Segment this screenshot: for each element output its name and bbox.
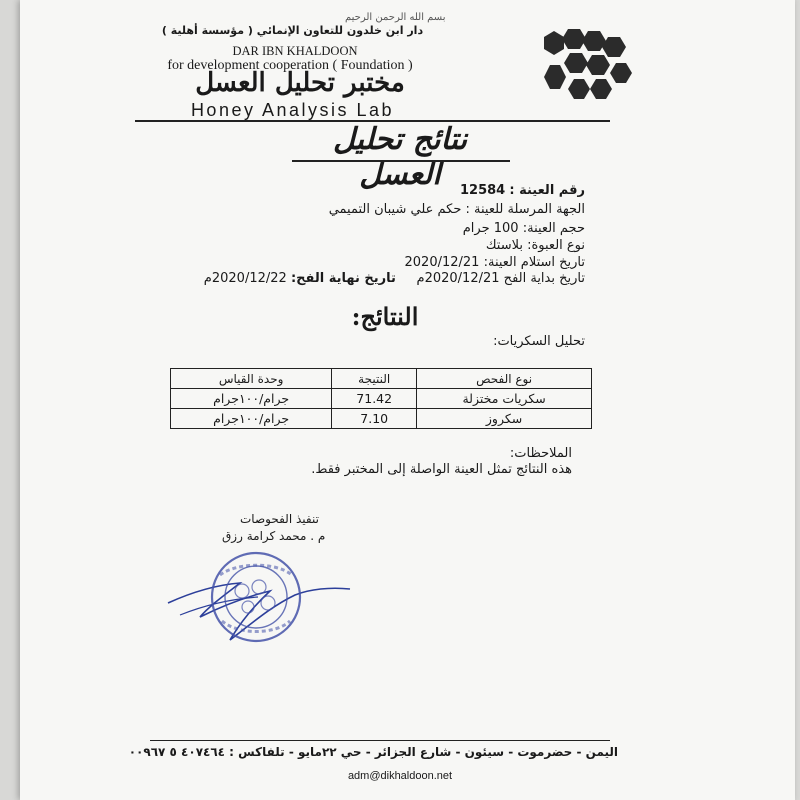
sample-number-row [185, 183, 585, 198]
results-heading: النتائج: [351, 302, 419, 331]
footer-address: اليمن - حضرموت - سيئون - شارع الجزائر - حي ٢٢مايو - تلفاكس : ٤٠٧٤٦٤ ٥ ٠٠٩٦٧ [128, 745, 618, 759]
end-date-value: 2020/12/22م [203, 271, 287, 286]
title-underline [292, 160, 510, 162]
organization-name-arabic: دار ابن خلدون للتعاون الإنمائي ( مؤسسة أهلية ) [161, 24, 424, 37]
test-dates-row [185, 271, 585, 286]
sample-size-label: حجم العينة: [522, 221, 585, 236]
sample-size-value: 100 جرام [462, 221, 519, 236]
results-table [170, 368, 592, 429]
table-cell: 71.42 [332, 389, 417, 409]
column-header: نوع الفحص [417, 369, 592, 389]
sample-number-value: 12584 [460, 183, 506, 198]
sender-row: الجهة المرسلة للعينة : حكم علي شيبان التميمي [328, 202, 585, 217]
column-header: النتيجة [332, 369, 417, 389]
document-title: نتائج تحليل العسل [332, 122, 468, 192]
table-cell: 7.10 [332, 409, 417, 429]
footer-email: adm@dikhaldoon.net [347, 770, 453, 782]
lab-name-arabic: مختبر تحليل العسل [195, 68, 405, 98]
honeycomb-logo-icon [530, 25, 640, 100]
table-cell: سكروز [417, 409, 592, 429]
notes-label: الملاحظات: [509, 446, 572, 461]
sample-number-label: رقم العينة : [509, 183, 585, 198]
table-cell: جرام/١٠٠جرام [171, 409, 332, 429]
footer-divider [150, 740, 610, 741]
notes-text: هذه النتائج تمثل العينة الواصلة إلى المختبر فقط. [311, 462, 572, 477]
table-header-row [171, 369, 592, 389]
organization-name-english: DAR IBN KHALDOON [232, 44, 358, 58]
start-date-label: تاريخ بداية الفح [503, 271, 585, 286]
column-header: وحدة القياس [171, 369, 332, 389]
sample-size-row [185, 221, 585, 236]
received-date-row [185, 255, 585, 270]
table-cell: جرام/١٠٠جرام [171, 389, 332, 409]
executor-name: م . محمد كرامة رزق [222, 529, 326, 543]
table-row [171, 389, 592, 409]
table-cell: سكريات مختزلة [417, 389, 592, 409]
table-row [171, 409, 592, 429]
end-date-label: تاريخ نهاية الفح: [290, 271, 396, 286]
start-date-value: 2020/12/21م [416, 271, 500, 286]
package-type-row: نوع العبوة: بلاستك [485, 238, 585, 253]
sugar-analysis-heading: تحليل السكريات: [493, 334, 585, 349]
received-date-value: 2020/12/21 [404, 255, 480, 270]
organization-subtitle-english: for development cooperation ( Foundation ) [167, 58, 413, 73]
signature-and-stamp [160, 545, 370, 655]
basmala: بسم الله الرحمن الرحيم [345, 12, 446, 23]
lab-name-english: Honey Analysis Lab [190, 100, 395, 120]
received-date-label: تاريخ استلام العينة: [483, 255, 585, 270]
execution-label: تنفيذ الفحوصات [240, 512, 319, 526]
